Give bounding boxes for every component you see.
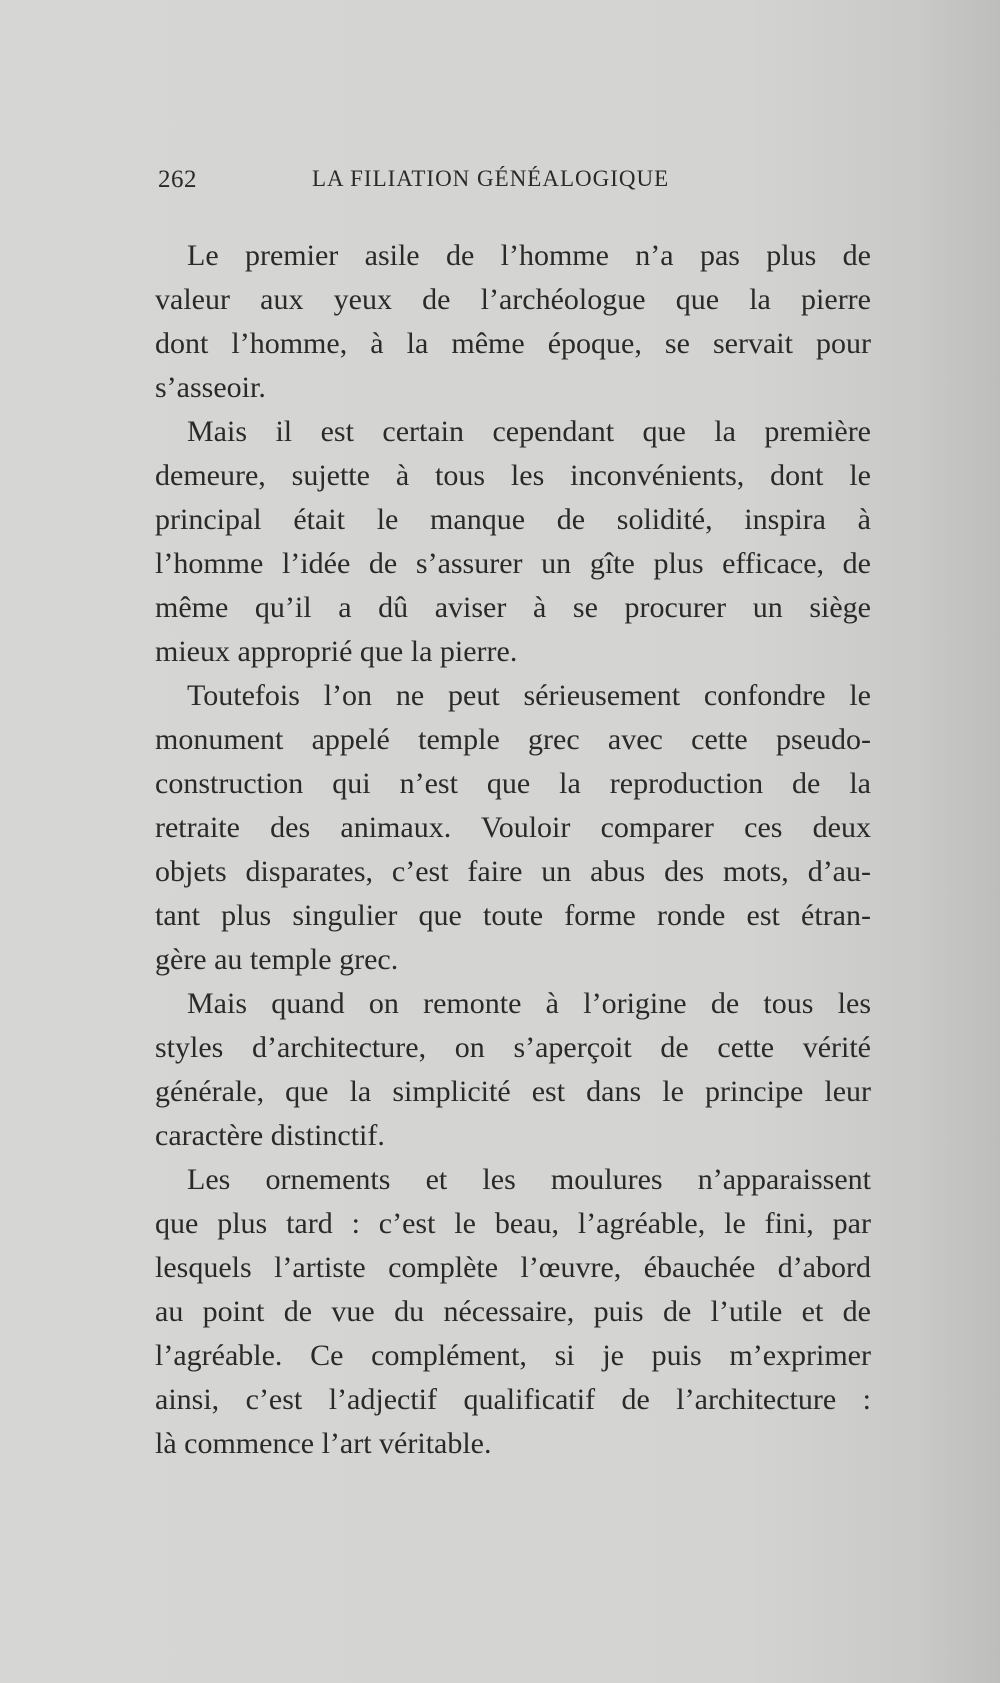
paragraph-5 [155, 1158, 871, 1466]
text-line: styles d’architecture, on s’aperçoit de cette vérité [155, 1031, 871, 1064]
text-line: retraite des animaux. Vouloir comparer ces deux [155, 811, 871, 844]
text-line: Mais il est certain cependant que la première [187, 415, 871, 448]
text-line: générale, que la simplicité est dans le principe leur [155, 1075, 871, 1108]
body-text [155, 234, 871, 1466]
paragraph-4 [155, 982, 871, 1158]
text-line: au point de vue du nécessaire, puis de l’utile et de [155, 1295, 871, 1328]
paragraph-1 [155, 234, 871, 410]
text-line: s’asseoir. [155, 371, 266, 404]
paragraph-2 [155, 410, 871, 674]
text-line: caractère distinctif. [155, 1119, 385, 1152]
text-line: Mais quand on remonte à l’origine de tous les [187, 987, 871, 1020]
text-line: objets disparates, c’est faire un abus des mots, d’au- [155, 855, 871, 888]
text-line: là commence l’art véritable. [155, 1427, 492, 1460]
text-line: Les ornements et les moulures n’apparaissent [187, 1163, 871, 1196]
text-line: lesquels l’artiste complète l’œuvre, ébauchée d’abord [155, 1251, 871, 1284]
text-line: monument appelé temple grec avec cette pseudo- [155, 723, 871, 756]
text-line: l’homme l’idée de s’assurer un gîte plus efficace, de [155, 547, 871, 580]
text-line: demeure, sujette à tous les inconvénients, dont le [155, 459, 871, 492]
text-line: principal était le manque de solidité, inspira à [155, 503, 871, 536]
text-line: dont l’homme, à la même époque, se servait pour [155, 327, 871, 360]
paragraph-3 [155, 674, 871, 982]
text-line: Le premier asile de l’homme n’a pas plus de [187, 239, 871, 272]
text-line: Toutefois l’on ne peut sérieusement confondre le [187, 679, 871, 712]
text-line: gère au temple grec. [155, 943, 399, 976]
text-line: construction qui n’est que la reproduction de la [155, 767, 871, 800]
text-line: que plus tard : c’est le beau, l’agréable, le fini, par [155, 1207, 871, 1240]
running-head [158, 166, 724, 202]
text-line: ainsi, c’est l’adjectif qualificatif de l’architecture : [155, 1383, 871, 1416]
text-line: l’agréable. Ce complément, si je puis m’exprimer [155, 1339, 871, 1372]
text-line: valeur aux yeux de l’archéologue que la pierre [155, 283, 871, 316]
text-line: tant plus singulier que toute forme ronde est étran- [155, 899, 871, 932]
text-line: même qu’il a dû aviser à se procurer un siège [155, 591, 871, 624]
text-line: mieux approprié que la pierre. [155, 635, 518, 668]
page-number: 262 [158, 166, 197, 193]
running-title: LA FILIATION GÉNÉALOGIQUE [312, 166, 670, 191]
